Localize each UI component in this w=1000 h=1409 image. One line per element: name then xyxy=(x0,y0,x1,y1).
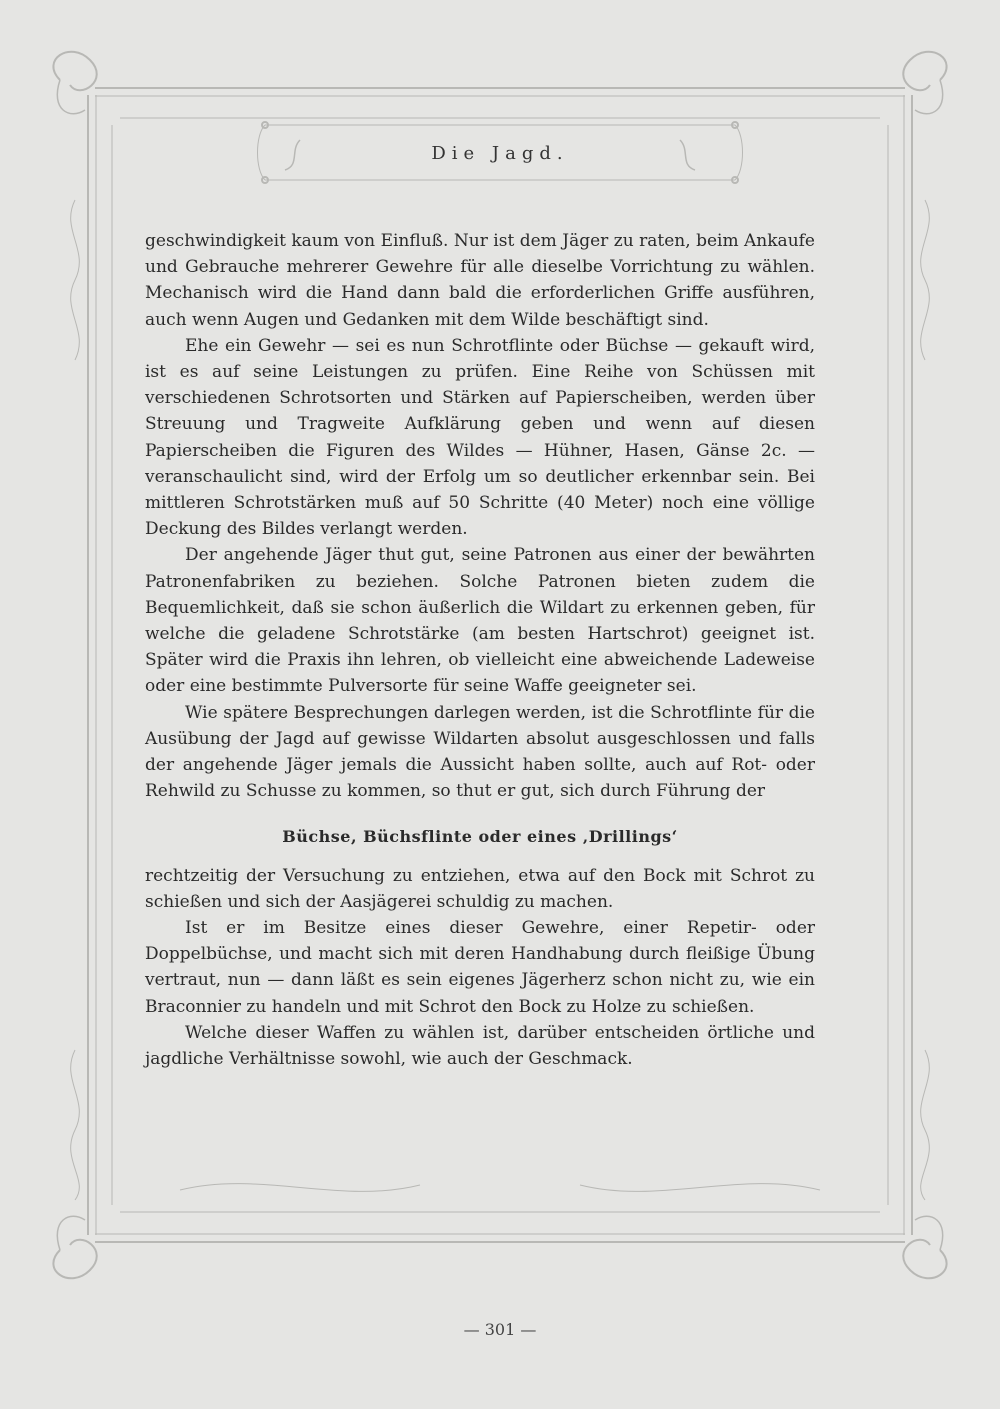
main-text xyxy=(145,228,815,1072)
running-title: Die Jagd. xyxy=(431,143,569,164)
paragraph-3: Der angehende Jäger thut gut, seine Patronen aus einer der bewährten Patronenfabriken zu beziehen. Solche Patronen bieten zudem die Bequemlichkeit, daß sie schon äußerlich die Wildart zu erkennen geben, für welche die geladene Schrotstärke (am besten Hartschrot) geeignet ist. Später wird die Praxis ihn lehren, ob vielleicht eine abweichende Ladeweise oder eine bestimmte Pulversorte für seine Waffe geeigneter sei. xyxy=(145,545,815,697)
paragraph-1: geschwindigkeit kaum von Einfluß. Nur ist dem Jäger zu raten, beim Ankaufe und Gebrauche mehrerer Gewehre für alle dieselbe Vorrichtung zu wählen. Mechanisch wird die Hand dann bald die erforderlichen Griffe ausführen, auch wenn Augen und Gedanken mit dem Wilde beschäftigt sind. xyxy=(145,231,815,330)
paragraph-4: Wie spätere Besprechungen darlegen werden, ist die Schrotflinte für die Ausübung der Jagd auf gewisse Wildarten absolut ausgeschlossen und falls der angehende Jäger jemals die Aussicht haben sollte, auch auf Rot- oder Rehwild zu Schusse zu kommen, so thut er gut, sich durch Führung der xyxy=(145,702,815,802)
section-subheading: Büchse, Büchsflinte oder eines ‚Drillings‘ xyxy=(282,827,678,847)
paragraph-2: Ehe ein Gewehr — sei es nun Schrotflinte oder Büchse — gekauft wird, ist es auf seine Leistungen zu prüfen. Eine Reihe von Schüssen mit verschiedenen Schrotsorten und Stärken auf Papierscheiben, werden über Streuung und Tragweite Aufklärung geben und wenn auf diesen Papierscheiben die Figuren des Wildes — Hühner, Hasen, Gänse 2c. — veranschaulicht sind, wird der Erfolg um so deutlicher erkennbar sein. Bei mittleren Schrotstärken muß auf 50 Schritte (40 Meter) noch eine völlige Deckung des Bildes verlangt werden. xyxy=(145,335,815,540)
paragraph-7: Welche dieser Waffen zu wählen ist, darüber entscheiden örtliche und jagdliche Verhältnisse sowohl, wie auch der Geschmack. xyxy=(145,1022,815,1070)
paragraph-6: Ist er im Besitze eines dieser Gewehre, einer Repetir- oder Doppelbüchse, und macht sich mit deren Handhabung durch fleißige Übung vertraut, nun — dann läßt es sein eigenes Jägerherz schon nicht zu, wie ein Braconnier zu handeln und mit Schrot den Bock zu Holze zu schießen. xyxy=(145,918,815,1017)
page-number: — 301 — xyxy=(463,1320,537,1339)
paragraph-5: rechtzeitig der Versuchung zu entziehen, etwa auf den Bock mit Schrot zu schießen und sich der Aasjägerei schuldig zu machen. xyxy=(145,865,815,912)
